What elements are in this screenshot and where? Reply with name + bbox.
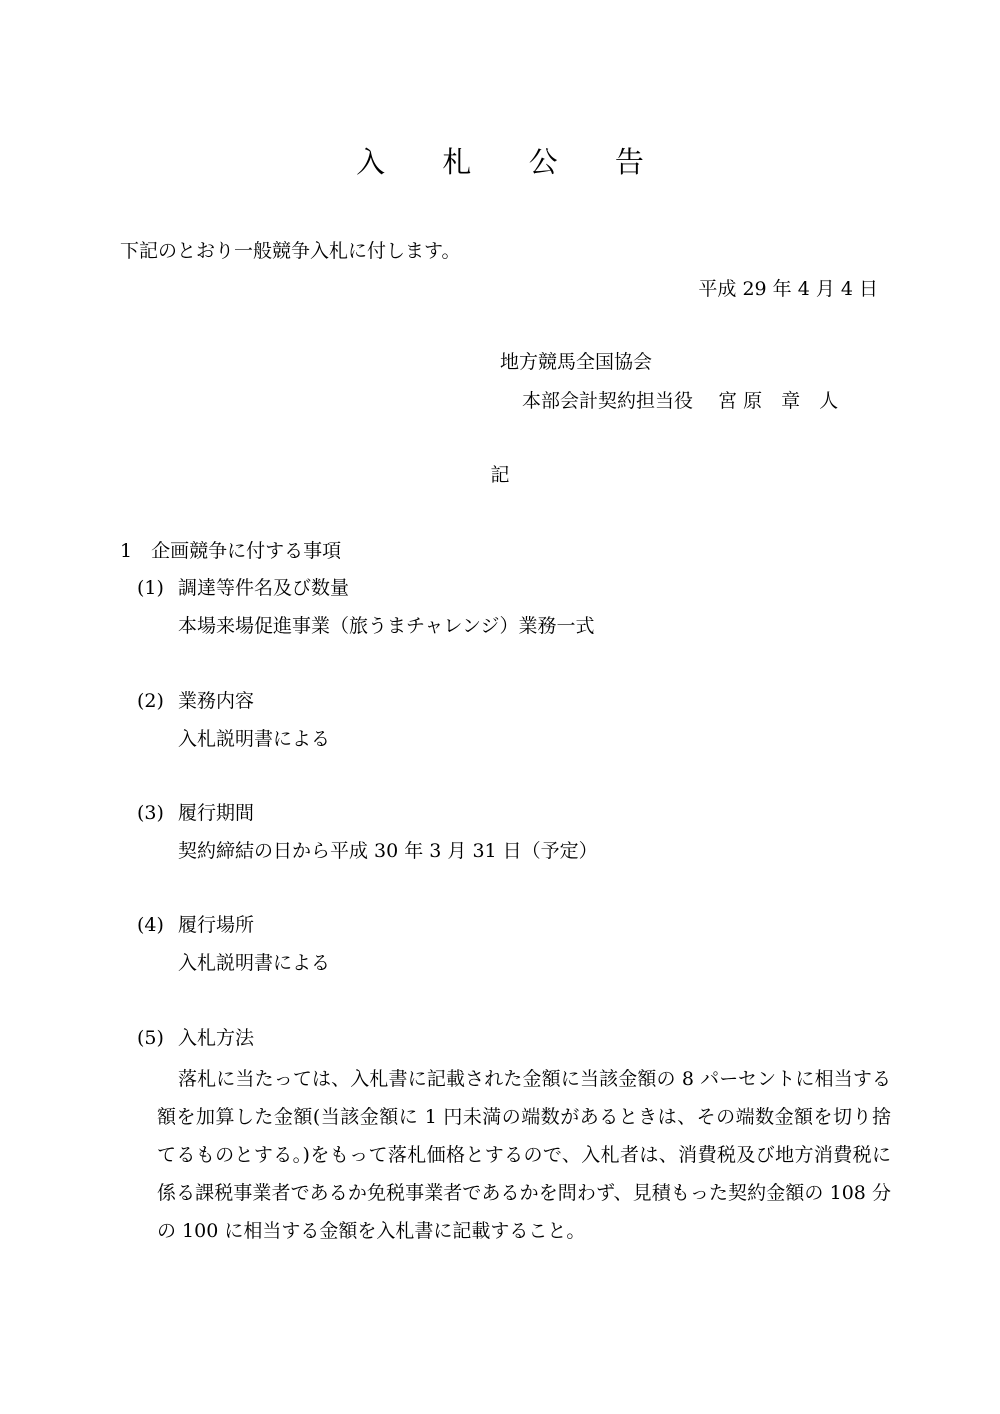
item-body: 本場来場促進事業（旅うまチャレンジ）業務一式 (178, 615, 595, 637)
item-number: (1) (137, 577, 164, 599)
item-paragraph: 落札に当たっては、入札書に記載された金額に当該金額の 8 パーセントに相当する額を加算した金額(当該金額に 1 円未満の端数があるときは、その端数金額を切り捨てるものとする。)をもって落札価格とするので、入札者は、消費税及び地方消費税に係る課税事業者であるか免税事業者であるかを問わず、見積もった契約金額の 108 分の 100 に相当する金額を入札書に記載すること。 (157, 1068, 891, 1242)
document-title: 入 札 公 告 (356, 145, 668, 179)
intro-text: 下記のとおり一般競争入札に付します。 (120, 240, 461, 262)
item-body: 入札説明書による (178, 952, 331, 974)
item-heading: 業務内容 (178, 690, 255, 712)
ki-heading: 記 (490, 464, 510, 486)
item-number: (3) (137, 802, 164, 824)
item-heading: 履行期間 (178, 802, 255, 824)
item-body: 契約締結の日から平成 30 年 3 月 31 日（予定） (178, 840, 598, 862)
item-body: 入札説明書による (178, 728, 331, 750)
section-heading: 1 企画競争に付する事項 (120, 540, 342, 562)
item-number: (5) (137, 1027, 164, 1049)
item-number: (2) (137, 690, 164, 712)
item-heading: 調達等件名及び数量 (178, 577, 350, 599)
item-heading: 履行場所 (178, 914, 255, 936)
item-number: (4) (137, 914, 164, 936)
item-heading: 入札方法 (178, 1027, 255, 1049)
issue-date: 平成 29 年 4 月 4 日 (698, 278, 878, 300)
issuer-organization: 地方競馬全国協会 (500, 351, 653, 373)
issuer-official: 本部会計契約担当役 宮 原 章 人 (522, 390, 839, 412)
